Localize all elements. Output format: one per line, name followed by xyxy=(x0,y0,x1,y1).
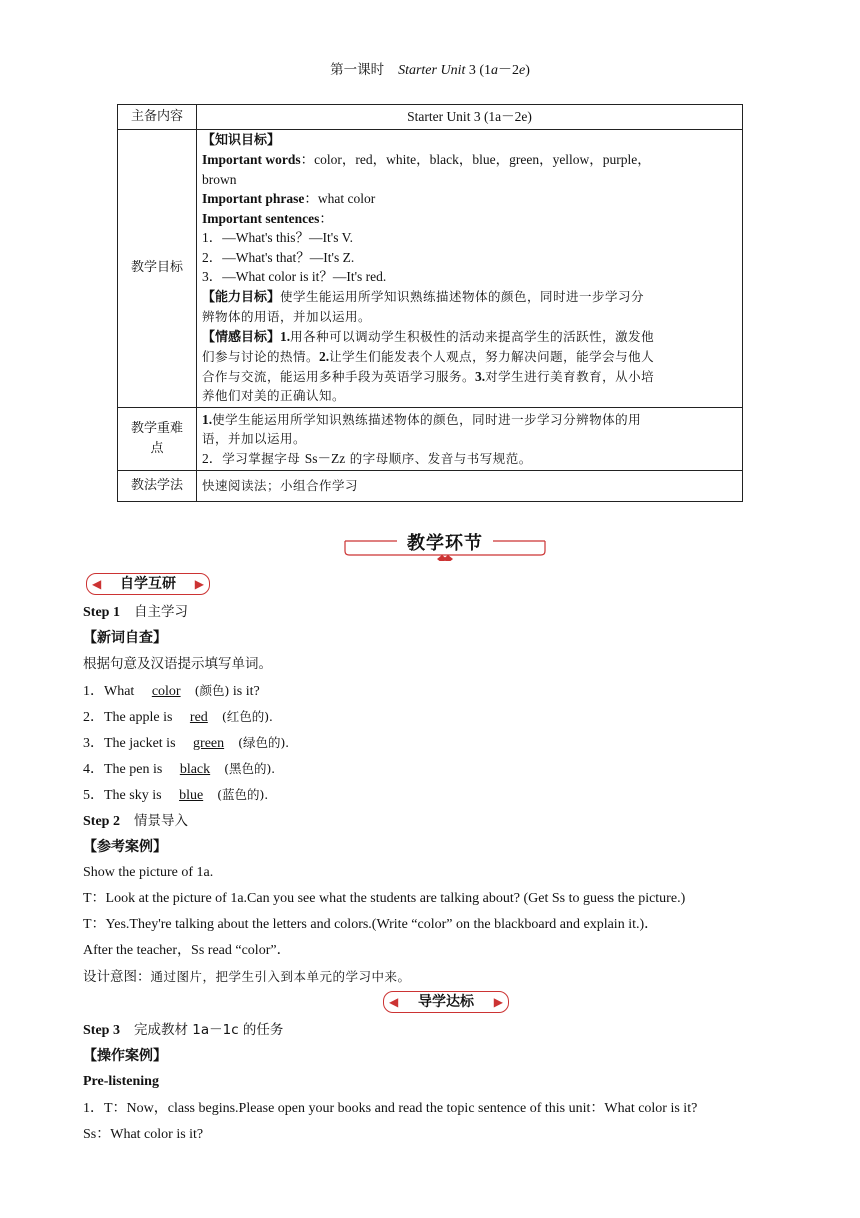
unit-dash: －2 xyxy=(498,63,520,78)
emotion-text-2: 们参与讨论的热情。 xyxy=(202,349,320,364)
emotion-text-1: 用各种可以调动学生积极性的活动来提高学生的活跃性，激发他 xyxy=(290,328,655,344)
left-chevron-icon: ◀ xyxy=(389,995,399,1009)
emotion-title: 【情感目标】 xyxy=(202,329,281,345)
instruction: 根据句意及汉语提示填写单词。 xyxy=(83,656,272,672)
key-text-1: 使学生能运用所学知识熟练描述物体的颜色，同时进一步学习分辨物体的用 xyxy=(212,411,642,427)
ability-text: 使学生能运用所学知识熟练描述物体的颜色，同时进一步学习分 xyxy=(280,288,645,304)
exercise-1-pre: What xyxy=(104,684,138,699)
exercise-4-num: 4． xyxy=(83,762,104,777)
step-2-line-2: T：Look at the picture of 1a.Can you see what the students are talking about? (Get Ss to guess the picture.) xyxy=(83,891,686,906)
exercise-3-answer: green xyxy=(193,736,225,751)
emotion-text-3: 让学生们能发表个人观点，努力解决问题，能学会与他人 xyxy=(329,349,655,364)
unit-close: ) xyxy=(525,63,530,78)
step-1-title: 自主学习 xyxy=(133,604,188,620)
emotion-text-4: 合作与交流，能运用多种手段为英语学习服务。 xyxy=(202,368,476,384)
exercise-2-hint: (红色的) xyxy=(221,709,270,724)
step-2-line-3: T：Yes.They're talking about the letters and colors.(Write “color” on the blackboard and explain it.)． xyxy=(83,917,659,932)
exercise-5-pre: The sky is xyxy=(104,788,166,803)
table-row-methods xyxy=(118,471,743,502)
ability-text-cont: 辨物体的用语，并加以运用。 xyxy=(202,309,372,324)
goals-cell xyxy=(197,129,743,407)
emotion-text-5: 对学生进行美育教育，从小培 xyxy=(485,368,655,384)
emotion-text-6: 养他们对美的正确认知。 xyxy=(202,388,346,403)
key-num-1: 1. xyxy=(202,411,213,427)
emotion-num-2: 2. xyxy=(319,349,330,364)
tag-guided-goals xyxy=(383,991,509,1013)
exercise-2 xyxy=(83,708,273,727)
exercise-3-post: . xyxy=(285,736,289,751)
methods-value: 快速阅读法；小组合作学习 xyxy=(197,471,743,502)
section-banner-title: 教学环节 xyxy=(407,533,483,554)
step-2-title: 情景导入 xyxy=(133,813,188,829)
exercise-5 xyxy=(83,786,268,805)
table-row-content xyxy=(118,105,743,130)
exercise-2-pre: The apple is xyxy=(104,710,176,725)
right-chevron-icon: ▶ xyxy=(493,995,503,1009)
lesson-plan-table xyxy=(117,104,743,502)
row-label-goals: 教学目标 xyxy=(118,129,197,407)
table-row-goals xyxy=(118,129,743,407)
step-1-num: Step 1 xyxy=(83,605,120,620)
section-banner xyxy=(341,527,549,561)
exercise-1 xyxy=(83,682,260,701)
step-3-heading xyxy=(83,1021,283,1040)
exercise-2-answer: red xyxy=(189,710,208,725)
step-1-heading xyxy=(83,603,188,622)
sentences-colon: ： xyxy=(319,210,333,226)
unit-a: a xyxy=(491,63,499,78)
exercise-5-hint: (蓝色的) xyxy=(217,787,265,802)
row-label-key-points xyxy=(118,407,197,471)
tag-guided-goals-label: 导学达标 xyxy=(418,994,474,1010)
exercise-4-hint: (黑色的) xyxy=(224,761,272,776)
exercise-5-num: 5． xyxy=(83,788,104,803)
words-label: Important words xyxy=(202,152,301,167)
exercise-4-answer: black xyxy=(179,762,211,777)
step-2-num: Step 2 xyxy=(83,814,120,829)
words-list-cont: brown xyxy=(202,171,237,187)
sentence-1: 1．—What's this？—It's V. xyxy=(202,230,353,245)
key-text-3b: Ss－Zz xyxy=(304,450,346,466)
exercise-2-num: 2． xyxy=(83,710,104,725)
exercise-4 xyxy=(83,760,275,779)
row-label-content: 主备内容 xyxy=(118,105,197,130)
exercise-3-num: 3． xyxy=(83,736,104,751)
exercise-5-answer: blue xyxy=(179,788,204,803)
unit-e: e xyxy=(519,63,526,78)
row-value-content: Starter Unit 3 (1a－2e) xyxy=(197,105,743,130)
sentence-3: 3．—What color is it？—It's red. xyxy=(202,269,387,284)
step-3-line-1: 1．T：Now，class begins.Please open your books and read the topic sentence of this unit：What color is it? xyxy=(83,1101,698,1116)
sentences-label: Important sentences xyxy=(202,210,320,226)
key-text-3c: 的字母顺序、发音与书写规范。 xyxy=(345,450,532,466)
exercise-3 xyxy=(83,734,289,753)
key-points-cell xyxy=(197,407,743,471)
row-label-methods: 教法学法 xyxy=(118,471,197,502)
step-3-line-2: Ss：What color is it? xyxy=(83,1127,204,1142)
design-label: 设计意图： xyxy=(83,969,151,985)
step-3-title: 完成教材 1a－1c 的任务 xyxy=(133,1022,284,1038)
right-chevron-icon: ▶ xyxy=(194,577,204,591)
tag-self-study-label: 自学互研 xyxy=(120,576,176,592)
key-text-2: 语，并加以运用。 xyxy=(202,431,307,446)
exercise-2-post: . xyxy=(269,710,273,725)
step-3-num: Step 3 xyxy=(83,1023,120,1038)
phrase-label: Important phrase xyxy=(202,191,305,206)
left-chevron-icon: ◀ xyxy=(92,577,102,591)
step-2-line-1: Show the picture of 1a. xyxy=(83,865,214,880)
exercise-3-pre: The jacket is xyxy=(104,736,180,751)
key-num-2: 2． xyxy=(202,450,223,466)
lesson-label: 第一课时 xyxy=(330,62,385,78)
unit-number: 3 (1 xyxy=(465,63,492,78)
exercise-1-post: is it? xyxy=(229,684,260,699)
table-row-key-points xyxy=(118,407,743,471)
exercise-5-post: . xyxy=(264,788,268,803)
exercise-3-hint: (绿色的) xyxy=(238,735,286,750)
sentence-2: 2．—What's that？—It's Z. xyxy=(202,249,355,265)
new-words-title: 【新词自查】 xyxy=(83,630,167,646)
key-points-label-1: 教学重难 xyxy=(130,421,183,437)
design-intent xyxy=(83,968,411,987)
key-text-3a: 学习掌握字母 xyxy=(222,450,305,466)
phrase-text: ：what color xyxy=(304,191,376,206)
exercise-1-num: 1． xyxy=(83,684,104,699)
unit-title: Starter Unit xyxy=(398,63,466,78)
page-header xyxy=(0,58,860,79)
emotion-num-3: 3. xyxy=(475,368,486,384)
tag-self-study xyxy=(86,573,210,595)
ability-title: 【能力目标】 xyxy=(202,289,281,305)
words-list: ：color，red，white，black，blue，green，yellow，purple， xyxy=(300,152,651,167)
exercise-1-answer: color xyxy=(151,684,181,699)
op-case-title: 【操作案例】 xyxy=(83,1048,167,1064)
exercise-1-hint: (颜色) xyxy=(194,683,230,698)
ref-case-title: 【参考案例】 xyxy=(83,839,167,855)
knowledge-title: 【知识目标】 xyxy=(202,132,281,148)
design-text: 通过图片，把学生引入到本单元的学习中来。 xyxy=(150,969,411,984)
exercise-4-post: . xyxy=(271,762,275,777)
key-points-label-2: 点 xyxy=(150,440,164,456)
exercise-4-pre: The pen is xyxy=(104,762,166,777)
pre-listening-heading: Pre-listening xyxy=(83,1074,159,1089)
step-2-line-4: After the teacher，Ss read “color”． xyxy=(83,943,291,958)
emotion-num-1: 1. xyxy=(280,328,291,344)
step-2-heading xyxy=(83,812,188,831)
